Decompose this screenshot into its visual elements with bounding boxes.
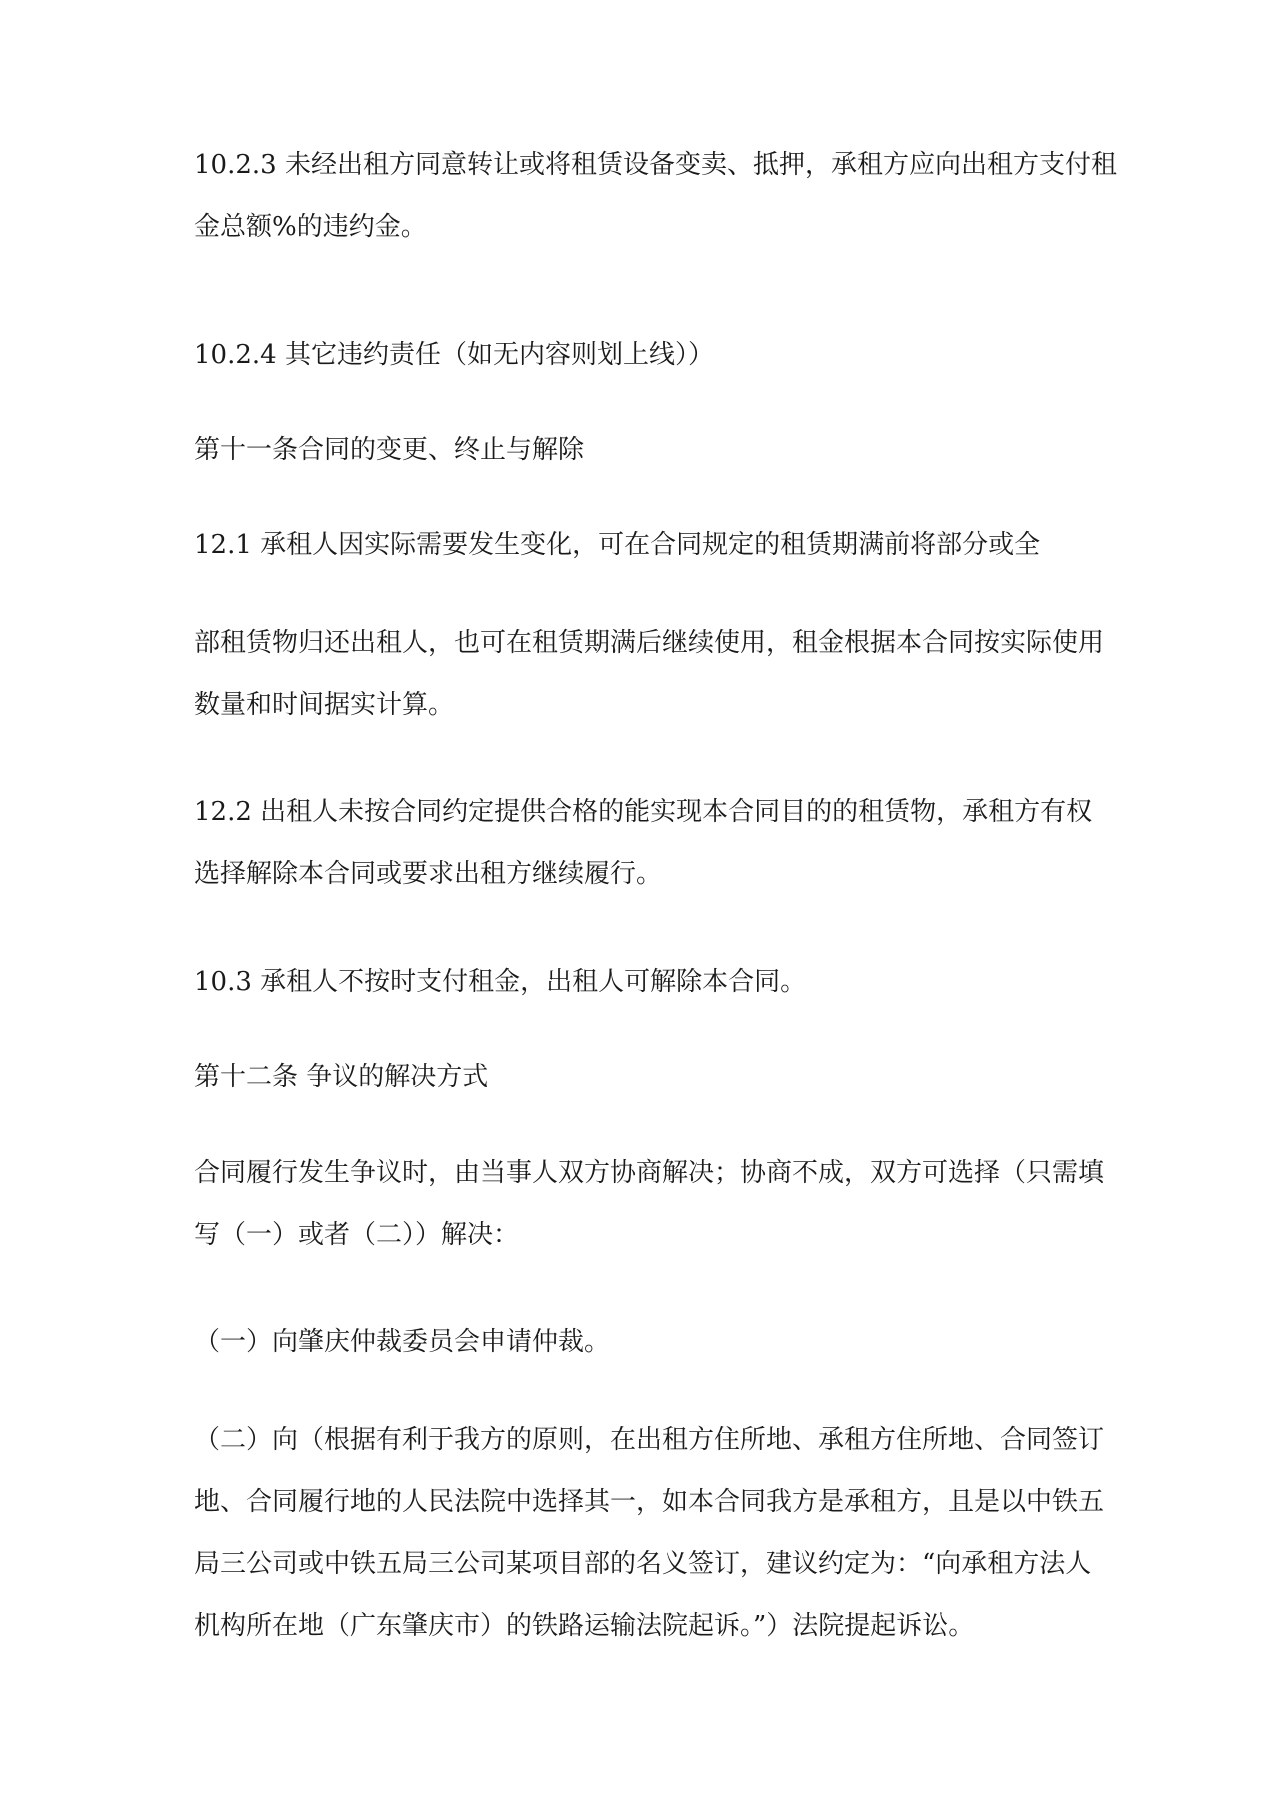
article-11-heading [194,437,1094,463]
dispute-option-1 [194,1329,1094,1355]
text-line: 局三公司或中铁五局三公司某项目部的名义签订，建议约定为：“向承租方法人 [194,1549,1092,1579]
text-line: 金总额%的违约金。 [194,212,427,242]
text-line: （一）向肇庆仲裁委员会申请仲裁。 [194,1327,611,1357]
text-line: 合同履行发生争议时，由当事人双方协商解决；协商不成，双方可选择（只需填 [194,1158,1105,1188]
dispute-option-2 [194,1425,1105,1641]
text-line: 12.1 承租人因实际需要发生变化，可在合同规定的租赁期满前将部分或全 [194,530,1041,560]
clause-12-2 [194,799,1094,887]
article-12-heading [194,1064,1094,1090]
text-line: 机构所在地（广东肇庆市）的铁路运输法院起诉。”）法院提起诉讼。 [194,1611,975,1641]
text-line: 10.2.3 未经出租方同意转让或将租赁设备变卖、抵押，承租方应向出租方支付租 [194,150,1117,180]
clause-10-2-3 [194,150,1117,242]
text-line: 选择解除本合同或要求出租方继续履行。 [194,859,663,889]
text-line: 写（一）或者（二））解决： [194,1220,520,1250]
text-line: 10.2.4 其它违约责任（如无内容则划上线）） [194,340,714,370]
clause-10-2-4 [194,342,1094,368]
text-line: 10.3 承租人不按时支付租金，出租人可解除本合同。 [194,967,807,997]
text-line: 部租赁物归还出租人，也可在租赁期满后继续使用，租金根据本合同按实际使用 [194,628,1105,658]
text-line: 数量和时间据实计算。 [194,690,455,720]
text-line: 第十一条合同的变更、终止与解除 [194,435,585,465]
dispute-intro [194,1158,1105,1250]
clause-12-1-a [194,532,1094,558]
text-line: 地、合同履行地的人民法院中选择其一，如本合同我方是承租方，且是以中铁五 [194,1487,1105,1517]
clause-12-1-b [194,628,1105,720]
text-line: 第十二条 争议的解决方式 [194,1062,489,1092]
clause-10-3 [194,969,1094,995]
text-line: 12.2 出租人未按合同约定提供合格的能实现本合同目的的租赁物，承租方有权 [194,797,1093,827]
text-line: （二）向（根据有利于我方的原则，在出租方住所地、承租方住所地、合同签订 [194,1425,1105,1455]
